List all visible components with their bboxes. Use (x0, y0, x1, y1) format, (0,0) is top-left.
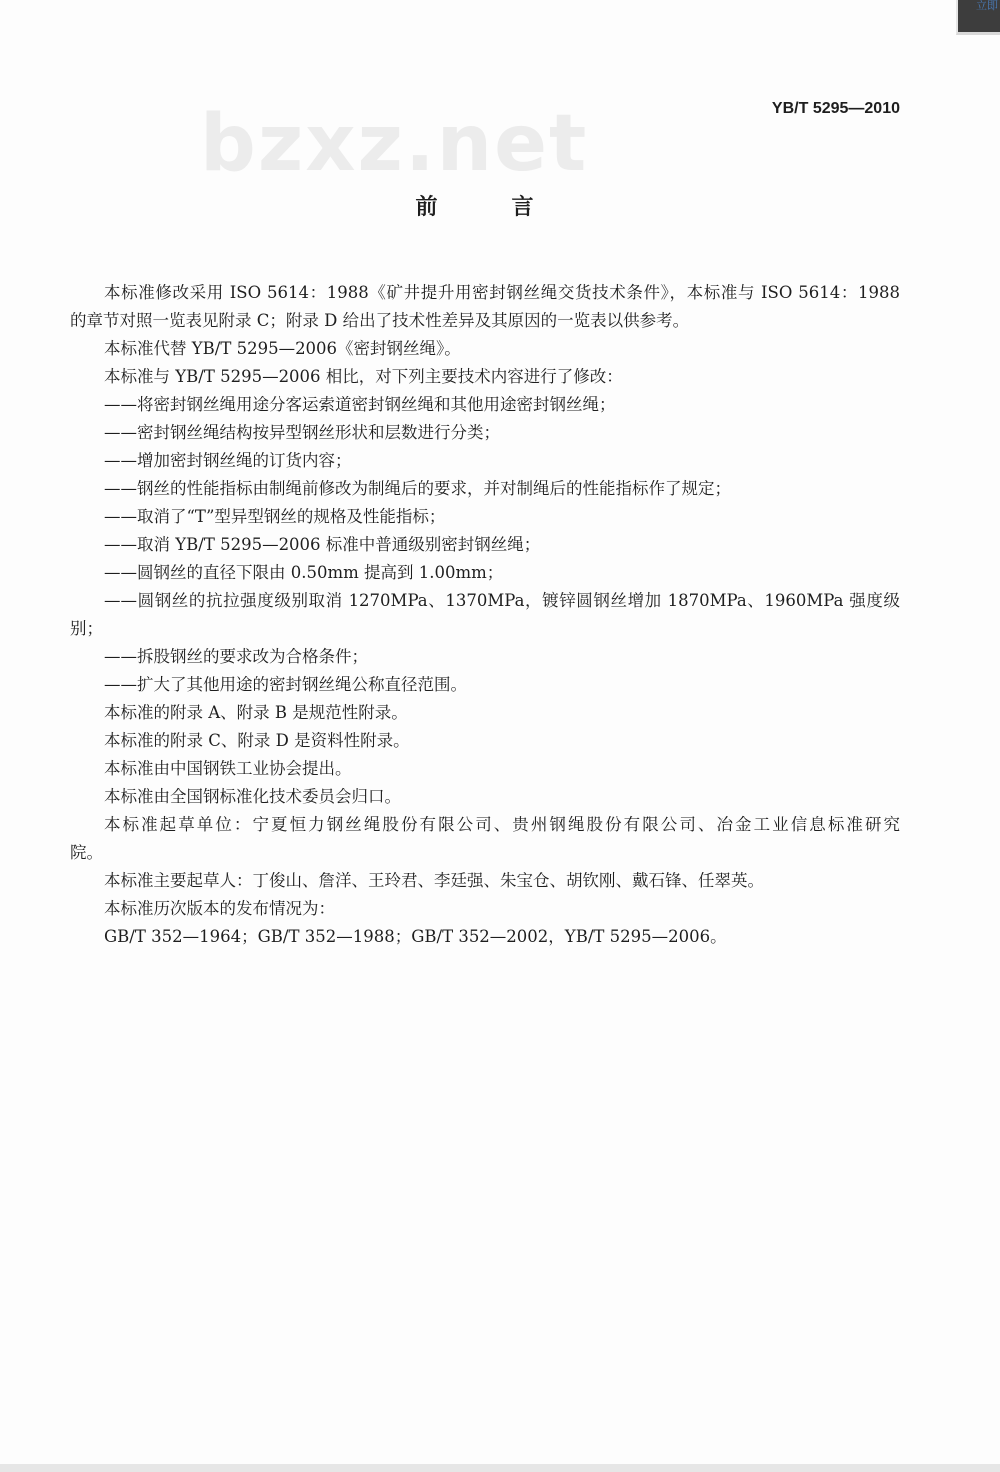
text-line: 本标准历次版本的发布情况为： (104, 899, 335, 918)
text-line: GB/T 352—1964；GB/T 352—1988；GB/T 352—2002，YB/T 5295—2006。 (104, 927, 727, 946)
text-line: 的章节对照一览表见附录 C；附录 D 给出了技术性差异及其原因的一览表以供参考。 (70, 311, 690, 330)
text-line: 本标准与 YB/T 5295—2006 相比，对下列主要技术内容进行了修改： (104, 367, 623, 386)
list-item: ——将密封钢丝绳用途分客运索道密封钢丝绳和其他用途密封钢丝绳； (104, 395, 616, 414)
list-item: ——钢丝的性能指标由制绳前修改为制绳后的要求，并对制绳后的性能指标作了规定； (104, 479, 731, 498)
text-line: 别； (70, 619, 103, 638)
list-item: ——扩大了其他用途的密封钢丝绳公称直径范围。 (104, 675, 467, 694)
text-line: 本标准起草单位：宁夏恒力钢丝绳股份有限公司、贵州钢绳股份有限公司、冶金工业信息标准研究 (104, 815, 900, 834)
list-item: ——取消 YB/T 5295—2006 标准中普通级别密封钢丝绳； (104, 535, 541, 554)
list-item: ——圆钢丝的直径下限由 0.50mm 提高到 1.00mm； (104, 563, 504, 582)
page-title: 前 言 (415, 194, 560, 220)
corner-badge[interactable] (956, 0, 1000, 35)
text-line: 本标准的附录 A、附录 B 是规范性附录。 (104, 703, 408, 722)
text-line: 本标准代替 YB/T 5295—2006《密封钢丝绳》。 (104, 339, 461, 358)
list-item: ——拆股钢丝的要求改为合格条件； (104, 647, 368, 666)
standard-number: YB/T 5295—2010 (771, 100, 900, 117)
corner-badge-label: 立即 (976, 0, 998, 12)
list-item: ——增加密封钢丝绳的订货内容； (104, 451, 352, 470)
foreword-body (70, 279, 900, 951)
text-line: 本标准由中国钢铁工业协会提出。 (104, 759, 352, 778)
list-item: ——圆钢丝的抗拉强度级别取消 1270MPa、1370MPa，镀锌圆钢丝增加 1870MPa、1960MPa 强度级 (104, 591, 900, 610)
page-bottom-edge (0, 1464, 1000, 1472)
text-line: 院。 (70, 843, 103, 862)
watermark: bzxz.net (200, 99, 589, 189)
list-item: ——取消了“T”型异型钢丝的规格及性能指标； (104, 507, 446, 526)
text-line: 本标准由全国钢标准化技术委员会归口。 (104, 787, 401, 806)
text-line: 本标准主要起草人：丁俊山、詹洋、王玲君、李廷强、朱宝仓、胡钦刚、戴石锋、任翠英。 (104, 871, 764, 890)
text-line: 本标准修改采用 ISO 5614：1988《矿井提升用密封钢丝绳交货技术条件》，本标准与 ISO 5614：1988 (104, 283, 900, 302)
text-line: 本标准的附录 C、附录 D 是资料性附录。 (104, 731, 410, 750)
list-item: ——密封钢丝绳结构按异型钢丝形状和层数进行分类； (104, 423, 500, 442)
